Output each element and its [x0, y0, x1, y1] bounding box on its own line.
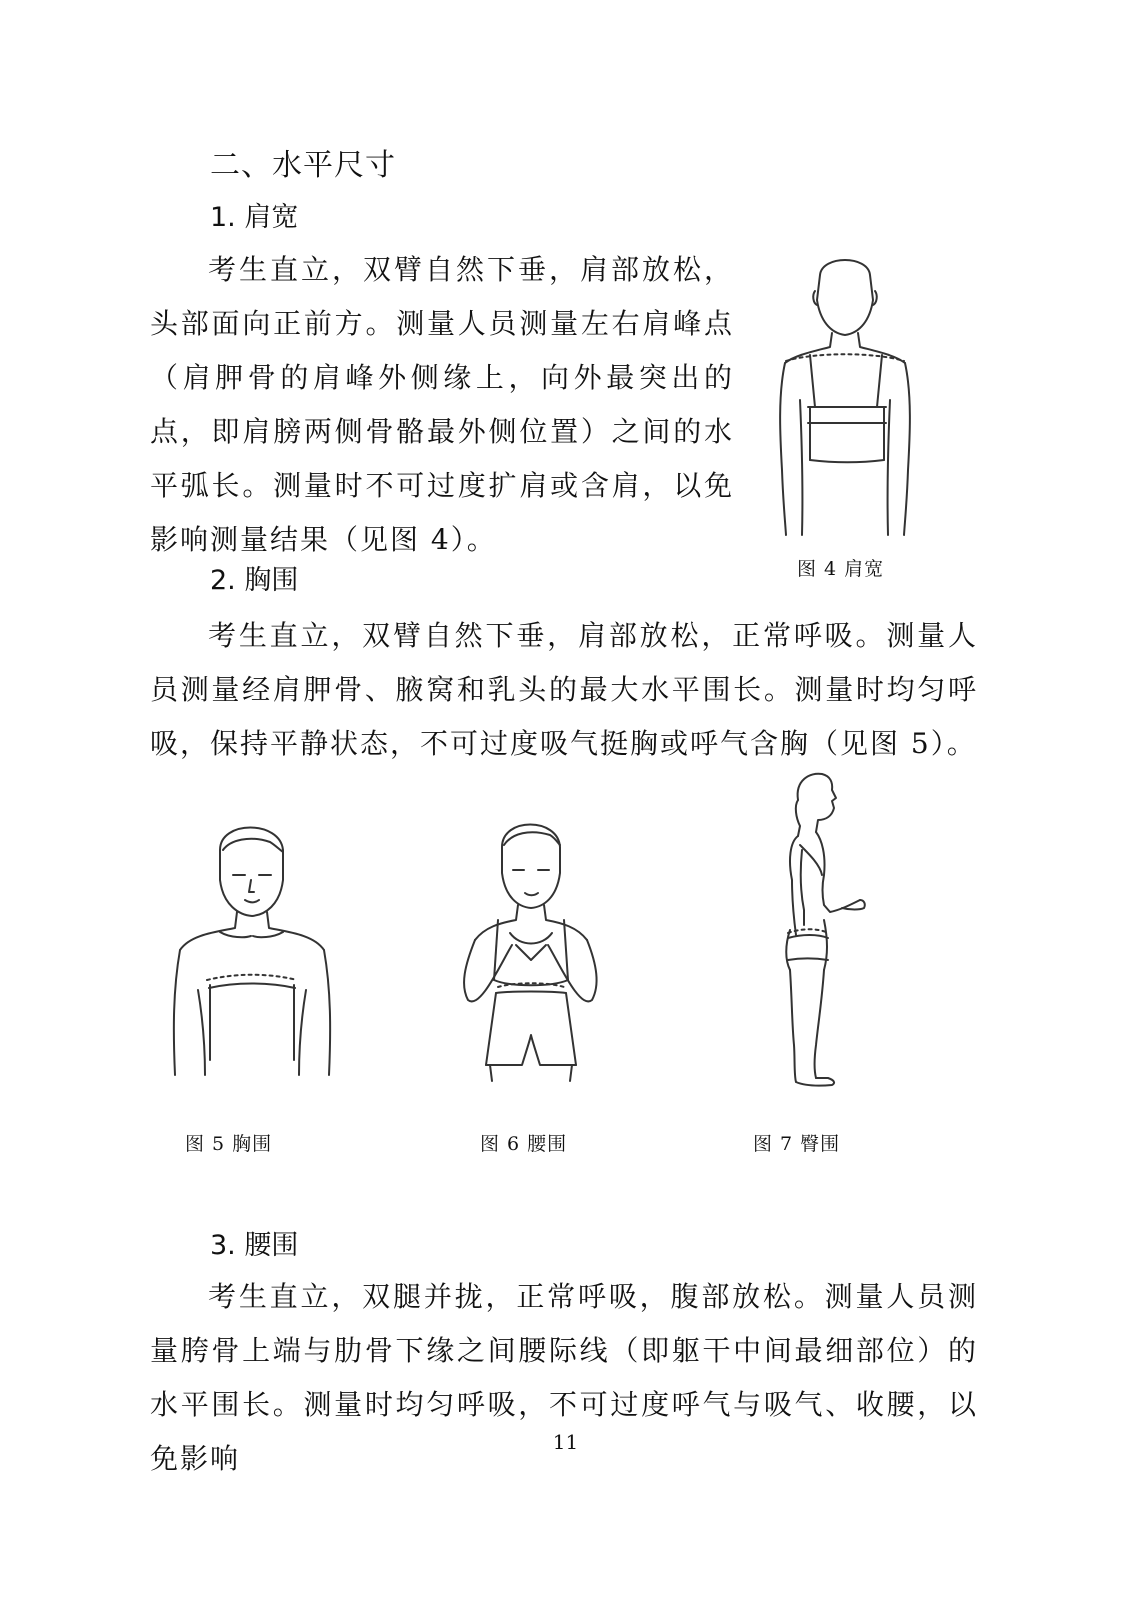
figure-4-shoulder-width-illustration	[770, 255, 930, 540]
figure-6-waist-illustration	[450, 815, 610, 1085]
figure-4-caption: 图 4 肩宽	[797, 558, 885, 580]
figure-6-caption: 图 6 腰围	[480, 1133, 568, 1155]
page-number: 11	[552, 1430, 579, 1454]
section-heading: 二、水平尺寸	[210, 148, 396, 183]
item-text-shoulder-width: 考生直立，双臂自然下垂，肩部放松，头部面向正前方。测量人员测量左右肩峰点（肩胛骨的肩峰外侧缘上，向外最突出的点，即肩膀两侧骨骼最外侧位置）之间的水平弧长。测量时不可过度扩肩或含肩，以免影响测量结果（见图 4）。	[150, 253, 734, 556]
item-text-chest: 考生直立，双臂自然下垂，肩部放松，正常呼吸。测量人员测量经肩胛骨、腋窝和乳头的最大水平围长。测量时均匀呼吸，保持平静状态，不可过度吸气挺胸或呼气含胸（见图 5）。	[150, 619, 978, 760]
figure-5-chest-illustration	[165, 820, 340, 1085]
item-title-chest: 2. 胸围	[210, 565, 299, 596]
figure-7-hip-illustration	[770, 770, 880, 1095]
item-title-shoulder-width: 1. 肩宽	[210, 202, 299, 233]
figure-5-caption: 图 5 胸围	[185, 1133, 273, 1155]
item-text-waist: 考生直立，双腿并拢，正常呼吸，腹部放松。测量人员测量胯骨上端与肋骨下缘之间腰际线（即躯干中间最细部位）的水平围长。测量时均匀呼吸，不可过度呼气与吸气、收腰，以免影响	[150, 1280, 978, 1475]
figure-7-caption: 图 7 臀围	[753, 1133, 841, 1155]
item-title-waist: 3. 腰围	[210, 1230, 299, 1261]
